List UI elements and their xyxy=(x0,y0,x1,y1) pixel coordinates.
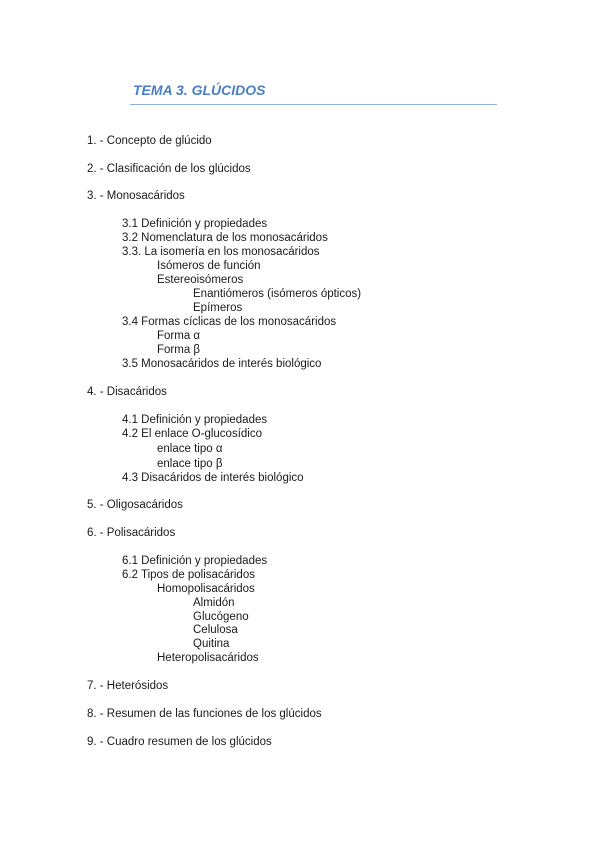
subsection-3-3: 3.3. La isomería en los monosacáridos xyxy=(122,246,320,258)
section-9: 9. - Cuadro resumen de los glúcidos xyxy=(87,736,272,748)
item-3-3-b: Estereoisómeros xyxy=(157,274,244,286)
subsection-6-2: 6.2 Tipos de polisacáridos xyxy=(122,569,255,581)
subsection-4-2: 4.2 El enlace O-glucosídico xyxy=(122,428,262,440)
item-6-2-a4: Quitina xyxy=(193,638,230,650)
subsection-3-4: 3.4 Formas cíclicas de los monosacáridos xyxy=(122,316,337,328)
subsection-6-1: 6.1 Definición y propiedades xyxy=(122,555,268,567)
section-4: 4. - Disacáridos xyxy=(87,386,167,398)
section-5: 5. - Oligosacáridos xyxy=(87,499,183,511)
section-6: 6. - Polisacáridos xyxy=(87,527,176,539)
title-underline xyxy=(130,104,497,105)
subsection-3-1: 3.1 Definición y propiedades xyxy=(122,218,268,230)
item-6-2-a1: Almidón xyxy=(193,597,235,609)
item-3-4-b: Forma β xyxy=(157,344,201,356)
subsection-4-1: 4.1 Definición y propiedades xyxy=(122,414,268,426)
item-4-2-a: enlace tipo α xyxy=(157,443,223,455)
section-7: 7. - Heterósidos xyxy=(87,680,169,692)
section-8: 8. - Resumen de las funciones de los glúcidos xyxy=(87,708,322,720)
subsection-3-5: 3.5 Monosacáridos de interés biológico xyxy=(122,358,322,370)
item-6-2-a: Homopolisacáridos xyxy=(157,583,255,595)
item-3-3-a: Isómeros de función xyxy=(157,260,261,272)
item-6-2-b: Heteropolisacáridos xyxy=(157,652,259,664)
section-2: 2. - Clasificación de los glúcidos xyxy=(87,163,251,175)
item-3-4-a: Forma α xyxy=(157,330,201,342)
item-4-2-b: enlace tipo β xyxy=(157,458,223,470)
item-3-3-b1: Enantiómeros (isómeros ópticos) xyxy=(193,288,362,300)
item-6-2-a3: Celulosa xyxy=(193,624,238,636)
subsection-3-2: 3.2 Nomenclatura de los monosacáridos xyxy=(122,232,328,244)
page-title: TEMA 3. GLÚCIDOS xyxy=(133,82,266,98)
item-6-2-a2: Glucógeno xyxy=(193,611,249,623)
item-3-3-b2: Epímeros xyxy=(193,302,243,314)
section-1: 1. - Concepto de glúcido xyxy=(87,135,212,147)
subsection-4-3: 4.3 Disacáridos de interés biológico xyxy=(122,472,304,484)
section-3: 3. - Monosacáridos xyxy=(87,190,185,202)
